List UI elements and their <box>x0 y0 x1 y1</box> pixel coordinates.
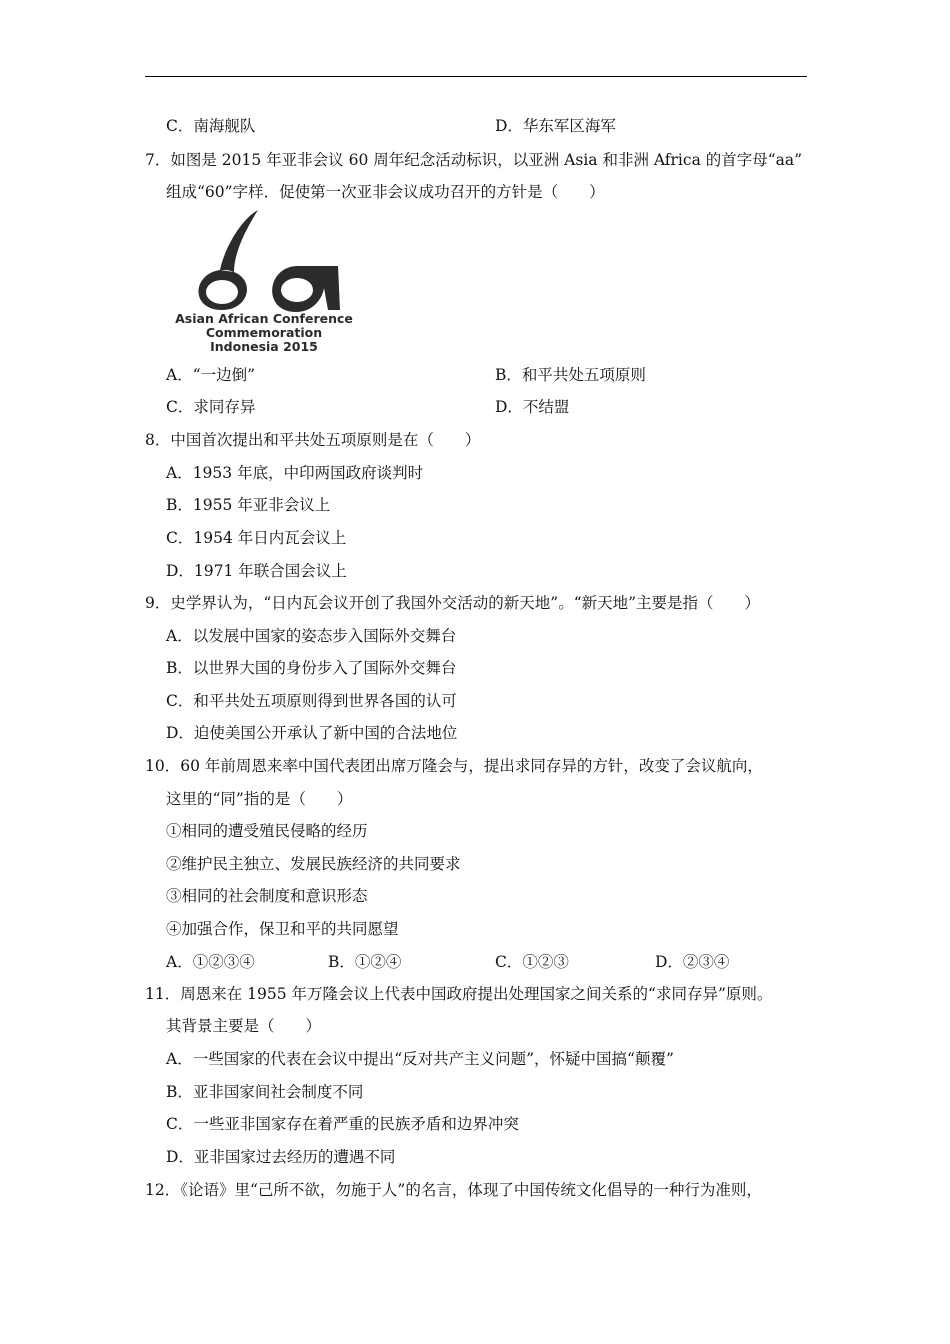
logo-text-line1: Asian African Conference <box>175 311 353 326</box>
q7-option-a: A．“一边倒” <box>166 366 256 384</box>
q10-item-3: ③相同的社会制度和意识形态 <box>166 887 368 905</box>
q8-stem: 8．中国首次提出和平共处五项原则是在（ ） <box>145 431 481 449</box>
q6-option-c: C．南海舰队 <box>166 117 256 135</box>
q9-option-d: D．迫使美国公开承认了新中国的合法地位 <box>166 724 458 742</box>
q11-option-a: A．一些国家的代表在会议中提出“反对共产主义问题”，怀疑中国搞“颠覆” <box>166 1050 674 1068</box>
q8-option-d: D．1971 年联合国会议上 <box>166 562 347 580</box>
q11-stem-line1: 11．周恩来在 1955 年万隆会议上代表中国政府提出处理国家之间关系的“求同存异”原则。 <box>145 985 773 1003</box>
q6-option-d: D．华东军区海军 <box>495 117 616 135</box>
q8-option-a: A．1953 年底，中印两国政府谈判时 <box>166 464 424 482</box>
q11-option-d: D．亚非国家过去经历的遭遇不同 <box>166 1148 396 1166</box>
q10-option-c: C．①②③ <box>495 953 569 971</box>
q10-stem-line2: 这里的“同”指的是（ ） <box>166 790 353 808</box>
q12-stem-line1: 12．《论语》里“己所不欲，勿施于人”的名言，体现了中国传统文化倡导的一种行为准则， <box>145 1181 762 1199</box>
q10-option-d: D．②③④ <box>655 953 730 971</box>
q9-option-b: B．以世界大国的身份步入了国际外交舞台 <box>166 659 457 677</box>
q10-stem-line1: 10．60 年前周恩来率中国代表团出席万隆会与，提出求同存异的方针，改变了会议航向， <box>145 757 763 775</box>
logo-graphic <box>162 210 367 358</box>
q10-option-b: B．①②④ <box>328 953 402 971</box>
q8-option-c: C．1954 年日内瓦会议上 <box>166 529 347 547</box>
q7-stem-line2: 组成“60”字样．促使第一次亚非会议成功召开的方针是（ ） <box>166 183 605 201</box>
q10-option-a: A．①②③④ <box>166 953 255 971</box>
q9-option-c: C．和平共处五项原则得到世界各国的认可 <box>166 692 457 710</box>
q7-option-d: D．不结盟 <box>495 398 570 416</box>
q11-option-b: B．亚非国家间社会制度不同 <box>166 1083 364 1101</box>
q10-item-4: ④加强合作，保卫和平的共同愿望 <box>166 920 399 938</box>
q11-stem-line2: 其背景主要是（ ） <box>166 1017 322 1035</box>
aa-60-conference-logo <box>162 210 367 358</box>
q11-option-c: C．一些亚非国家存在着严重的民族矛盾和边界冲突 <box>166 1115 519 1133</box>
q7-option-c: C．求同存异 <box>166 398 256 416</box>
logo-text-line3: Indonesia 2015 <box>210 339 318 354</box>
q9-stem: 9．史学界认为，“日内瓦会议开创了我国外交活动的新天地”。“新天地”主要是指（ ） <box>145 594 761 612</box>
q7-option-b: B．和平共处五项原则 <box>495 366 646 384</box>
logo-text-line2: Commemoration <box>205 325 323 340</box>
header-rule <box>145 76 807 77</box>
q9-option-a: A．以发展中国家的姿态步入国际外交舞台 <box>166 627 457 645</box>
q8-option-b: B．1955 年亚非会议上 <box>166 496 331 514</box>
q7-stem-line1: 7．如图是 2015 年亚非会议 60 周年纪念活动标识，以亚洲 Asia 和非洲 Africa 的首字母“aa” <box>145 151 803 169</box>
q10-item-2: ②维护民主独立、发展民族经济的共同要求 <box>166 855 461 873</box>
q10-item-1: ①相同的遭受殖民侵略的经历 <box>166 822 368 840</box>
